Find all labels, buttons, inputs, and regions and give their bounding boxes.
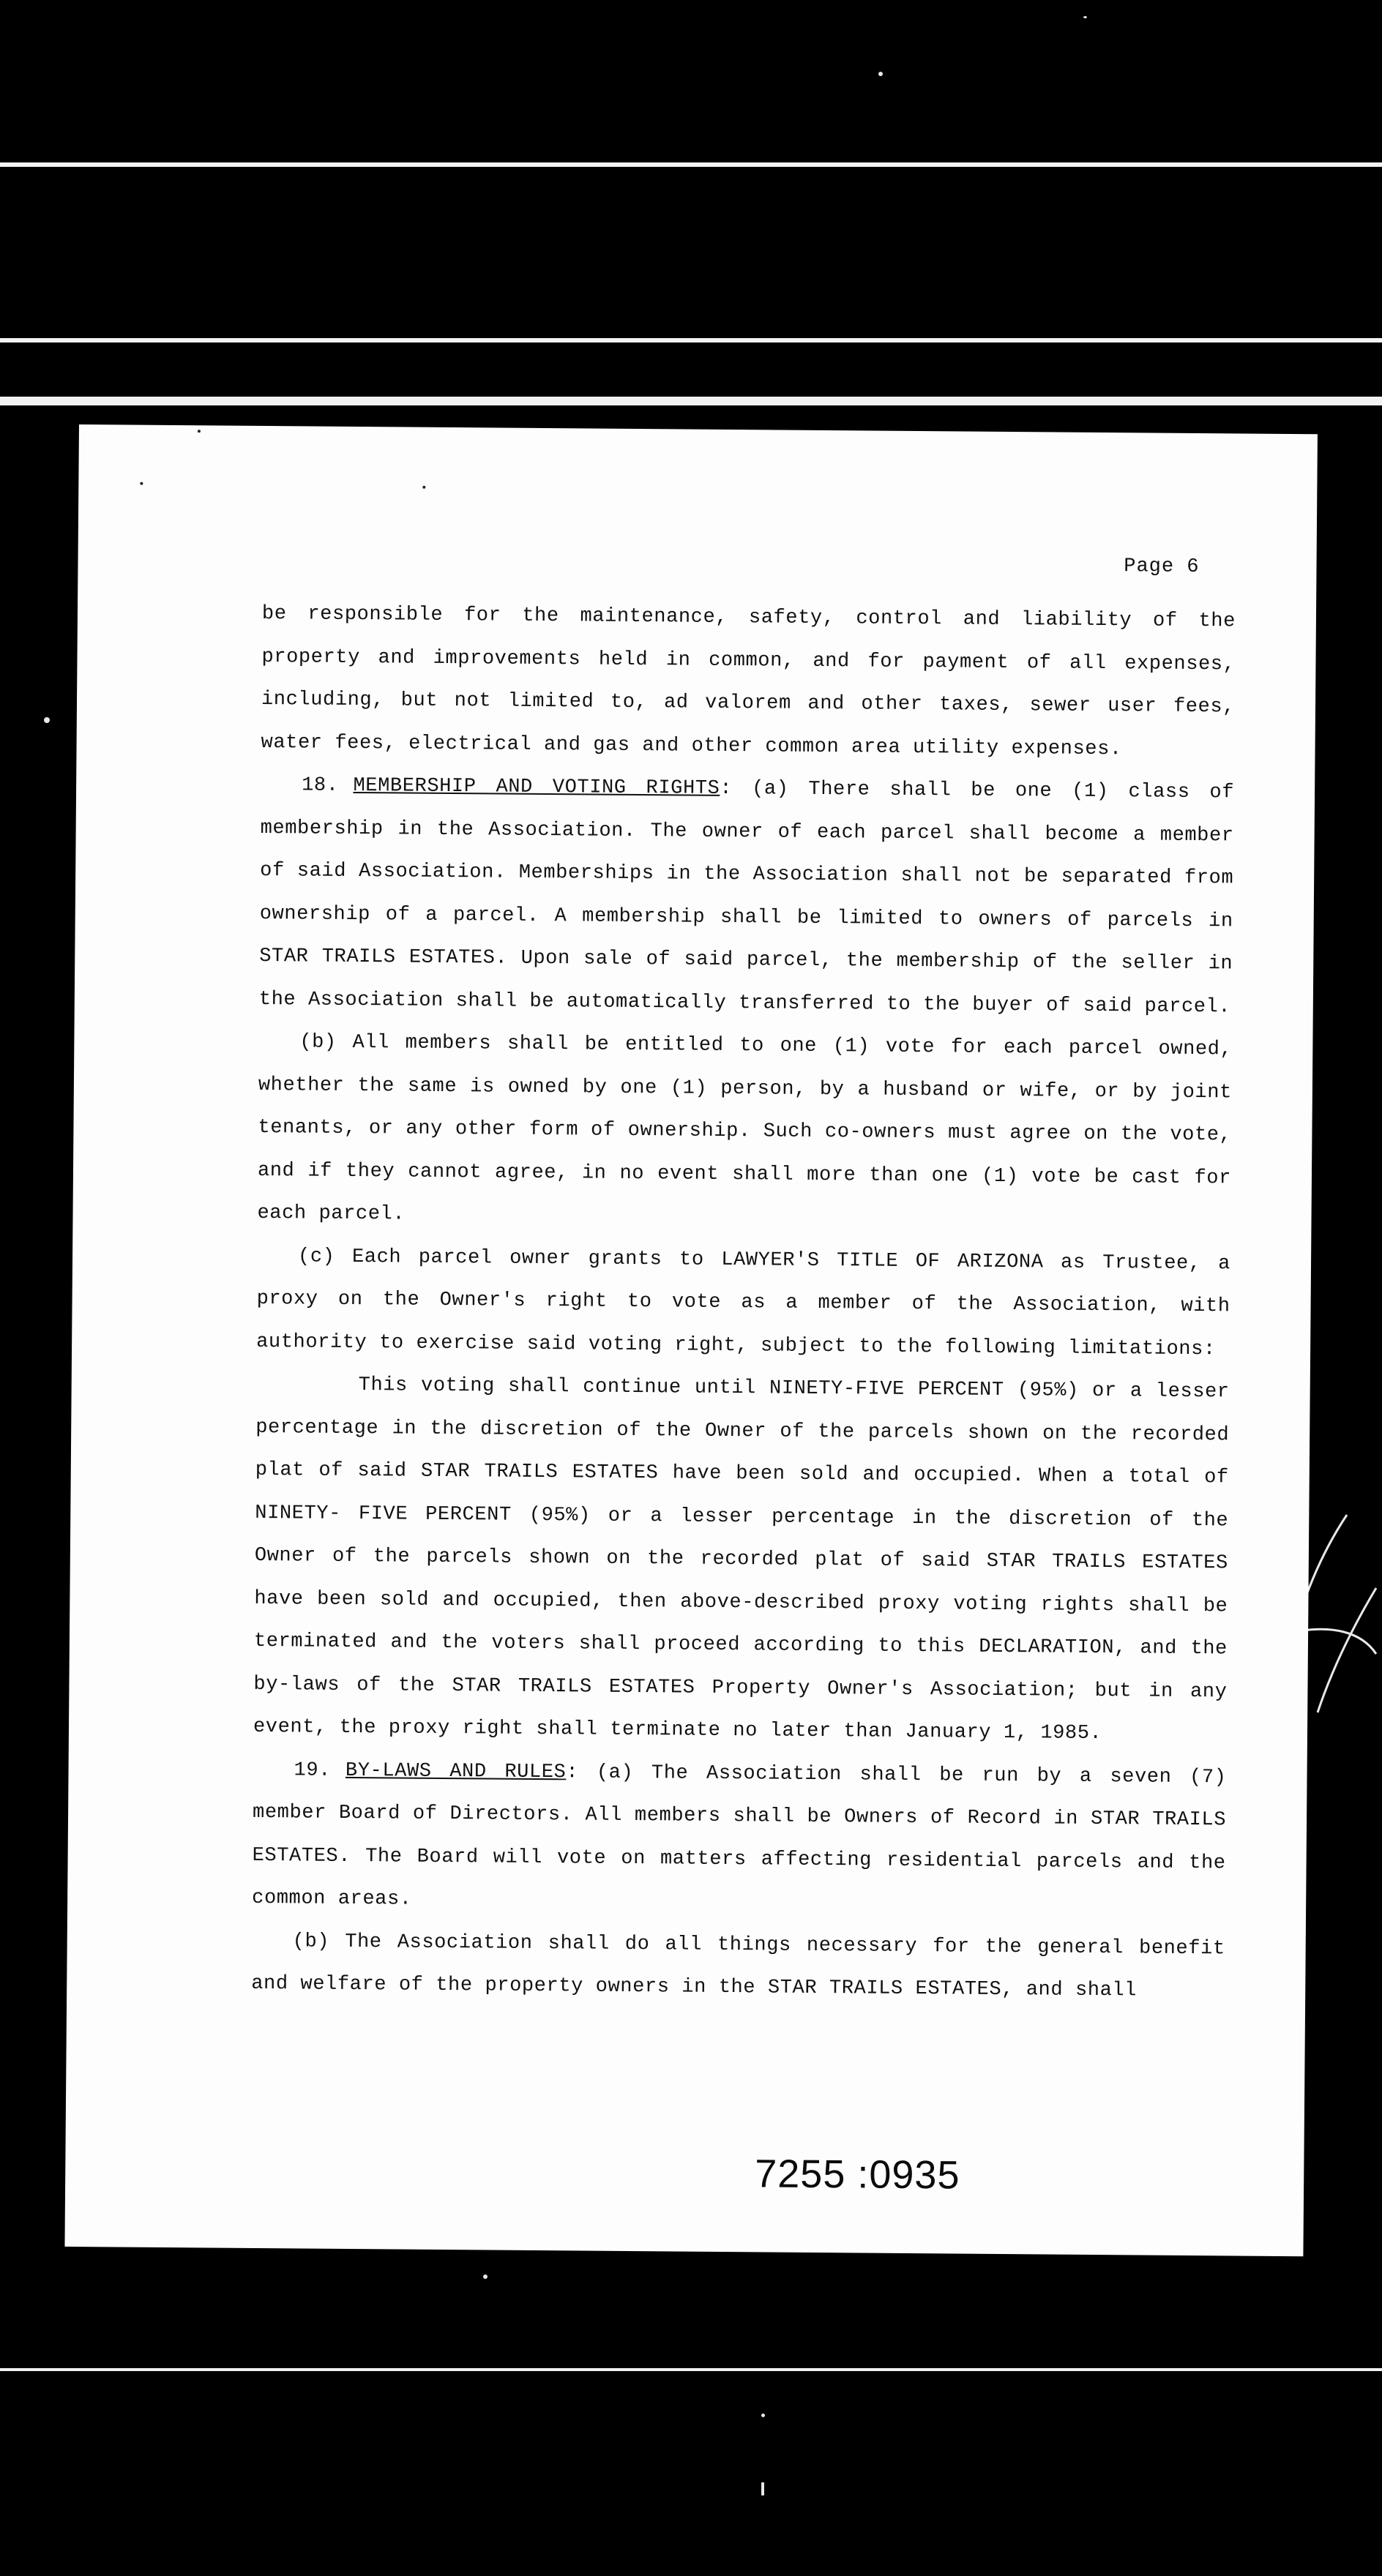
scan-speck — [761, 2482, 764, 2496]
section-18-heading: MEMBERSHIP AND VOTING RIGHTS — [353, 774, 720, 800]
scan-speck — [483, 2274, 488, 2279]
scan-speck — [1083, 16, 1087, 18]
section-18-number: 18. — [302, 774, 339, 797]
paragraph-continuation: be responsible for the maintenance, safety, control and liability of the property and improvements held in common, and for payment of all expenses, including, but not limited to, ad valorem and other taxes, sewer user fees, water fees, electrical and gas and other common area utility expenses. — [261, 602, 1236, 760]
section-18-c: (c) Each parcel owner grants to LAWYER'S TITLE OF ARIZONA as Trustee, a proxy on the Owner's right to vote as a member of the Association, with authority to exercise said voting right, subject to the following limitations: — [256, 1245, 1231, 1360]
section-18-c-limitations: This voting shall continue until NINETY-FIVE PERCENT (95%) or a lesser percentage in the discretion of the Owner of the parcels shown on the recorded plat of said STAR TRAILS ESTATES have been sold and occupied. When a total of NINETY- FIVE PERCENT (95%) or a lesser percentage in the discretion of the Owner of the parcels shown on the recorded plat of said STAR TRAILS ESTATES have been sold and occupied, then above-described proxy voting rights shall be terminated and the voters shall proceed according to this DECLARATION, and the by-laws of the STAR TRAILS ESTATES Property Owner's Association; but in any event, the proxy right shall terminate no later than January 1, 1985. — [253, 1374, 1230, 1745]
section-19 — [252, 1748, 1227, 1927]
section-19-text: : (a) The Association shall be run by a seven (7) member Board of Directors. All members shall be Owners of Record in STAR TRAILS ESTATES. The Board will vote on matters affecting residential parcels and the common areas. — [252, 1761, 1227, 1911]
section-19-number: 19. — [294, 1759, 332, 1782]
scan-artifact-line — [0, 2368, 1382, 2371]
section-19-heading: BY-LAWS AND RULES — [345, 1759, 567, 1783]
scan-speck — [44, 717, 50, 723]
section-19-b: (b) The Association shall do all things necessary for the general benefit and welfare of the property owners in the STAR TRAILS ESTATES, and shall — [251, 1930, 1225, 2002]
scan-dot — [422, 486, 425, 489]
section-18-b: (b) All members shall be entitled to one (1) vote for each parcel owned, whether the same is owned by one (1) person, by a husband or wife, or by joint tenants, or any other form of ownership. Such co-owners must agree on the vote, and if they cannot agree, in no event shall more than one (1) vote be cast for each parcel. — [257, 1031, 1233, 1226]
scan-dot — [198, 430, 201, 433]
scan-artifact-line — [0, 162, 1382, 167]
section-18 — [259, 764, 1235, 1028]
scan-dot — [140, 482, 143, 485]
section-18-text: : (a) There shall be one (1) class of membership in the Association. The owner of each parcel shall become a member of said Association. Memberships in the Association shall not be separated from ownership of a parcel. A membership shall be limited to owners of parcels in STAR TRAILS ESTATES. Upon sale of said parcel, the membership of the seller in the Association shall be automatically transferred to the buyer of said parcel. — [258, 777, 1235, 1018]
scan-artifact-line — [0, 338, 1382, 342]
page-number: Page 6 — [1124, 555, 1200, 579]
document-body — [251, 593, 1236, 2013]
document-page — [64, 424, 1318, 2256]
scan-artifact-line — [0, 397, 1382, 405]
recording-stamp: 7255 :0935 — [755, 2152, 960, 2198]
scan-speck — [878, 72, 883, 76]
scan-speck — [761, 2414, 765, 2417]
